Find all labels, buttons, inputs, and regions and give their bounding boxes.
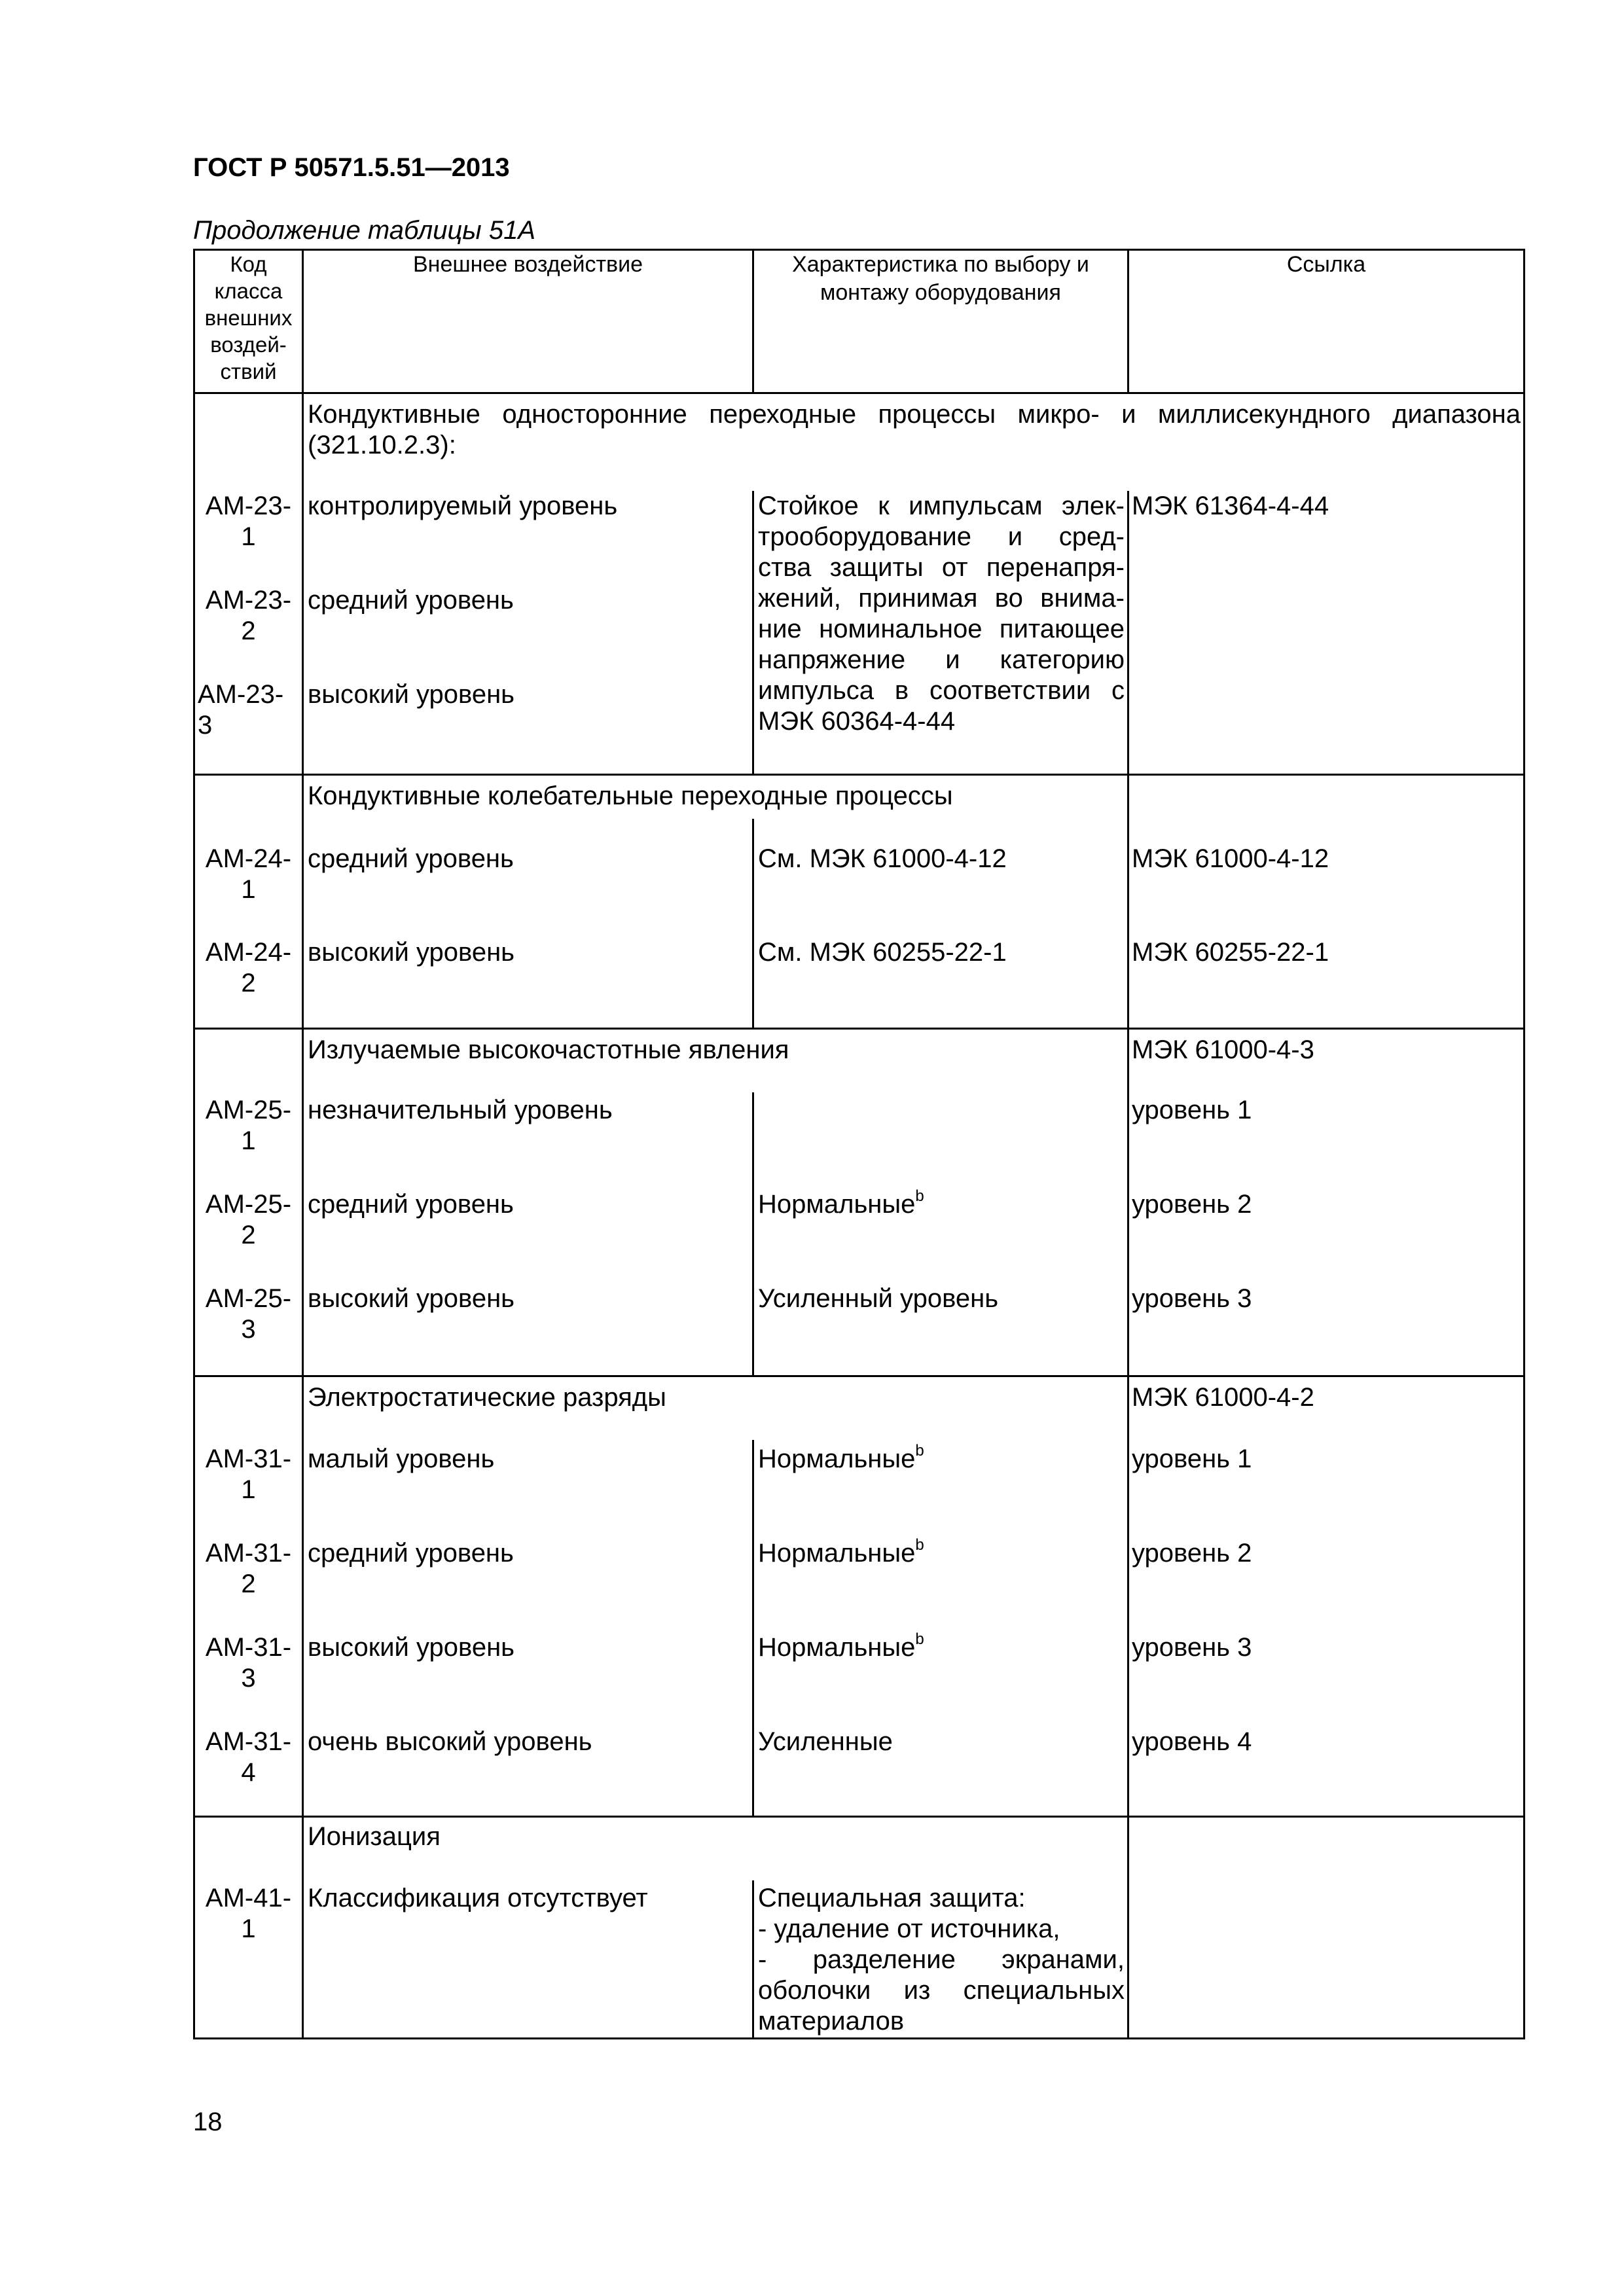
influence-level: средний уровень xyxy=(308,1190,514,1219)
table-51a xyxy=(193,249,1525,2039)
reference-level: уровень 2 xyxy=(1132,1539,1252,1568)
class-code: АМ-31- 3 xyxy=(205,1633,292,1693)
group-am31 xyxy=(194,1376,1525,1817)
class-code: АМ-23- 2 xyxy=(205,586,292,645)
header-code-line: внешних xyxy=(204,306,293,330)
characteristic-text: Усиленные xyxy=(758,1727,893,1756)
class-code: АМ-31- 1 xyxy=(205,1444,292,1504)
page-number: 18 xyxy=(193,2108,223,2136)
group-am41-cell xyxy=(194,1817,1525,2039)
document-code: ГОСТ Р 50571.5.51—2013 xyxy=(193,153,510,182)
reference-text: МЭК 61000-4-12 xyxy=(1132,844,1329,873)
class-code: АМ-31- 4 xyxy=(205,1727,292,1787)
group-title: Ионизация xyxy=(308,1822,441,1851)
influence-level: высокий уровень xyxy=(308,680,515,709)
table-caption: Продолжение таблицы 51А xyxy=(193,216,536,245)
influence-level: незначительный уровень xyxy=(308,1096,613,1124)
reference-level: уровень 1 xyxy=(1132,1096,1252,1124)
header-code-line: ствий xyxy=(220,359,277,384)
header-reference-cell: Ссылка xyxy=(1128,250,1525,393)
characteristic-text: См. МЭК 60255-22-1 xyxy=(758,938,1007,967)
influence-level: высокий уровень xyxy=(308,1633,515,1662)
group-am41 xyxy=(194,1817,1525,2039)
group-am24 xyxy=(194,775,1525,1029)
group-title: Электростатические разряды xyxy=(308,1383,666,1412)
group-am25 xyxy=(194,1029,1525,1376)
reference-level: уровень 2 xyxy=(1132,1190,1252,1219)
class-code: АМ-25- 2 xyxy=(205,1190,292,1249)
characteristic-text: Специальная защита: - удаление от источника, - разделение экранами, оболочки из специальных материалов xyxy=(758,1884,1125,2036)
influence-level: контролируемый уровень xyxy=(308,492,618,520)
header-characteristic-cell xyxy=(753,250,1128,393)
influence-level: средний уровень xyxy=(308,586,514,615)
influence-level: Классификация отсутствует xyxy=(308,1884,648,1912)
class-code: АМ-41- 1 xyxy=(205,1884,292,1943)
header-characteristic-line: монтажу оборудования xyxy=(820,280,1061,305)
influence-level: малый уровень xyxy=(308,1444,495,1473)
reference-level: уровень 1 xyxy=(1132,1444,1252,1473)
characteristic-text: Нормальные$^b$ xyxy=(758,1536,924,1568)
group-title: Кондуктивные односторонние переходные процессы микро- и миллисекундного диапазона xyxy=(308,400,1521,429)
characteristic-text: Нормальные$^b$ xyxy=(758,1630,924,1662)
group-am31-cell xyxy=(194,1376,1525,1817)
characteristic-text: См. МЭК 61000-4-12 xyxy=(758,844,1007,873)
reference-level: уровень 3 xyxy=(1132,1633,1252,1662)
class-code: АМ-25- 3 xyxy=(205,1284,292,1344)
header-code-line: класса xyxy=(214,279,283,303)
influence-level: средний уровень xyxy=(308,844,514,873)
group-title: Излучаемые высокочастотные явления xyxy=(308,1035,789,1064)
influence-level: высокий уровень xyxy=(308,938,515,967)
group-am24-cell xyxy=(194,775,1525,1029)
characteristic-text: Нормальные$^b$ xyxy=(758,1442,924,1473)
group-title-continued: (321.10.2.3): xyxy=(308,431,456,459)
header-code-line: Код xyxy=(230,252,267,276)
reference-text: МЭК 61000-4-2 xyxy=(1132,1383,1314,1412)
characteristic-text: Нормальные$^b$ xyxy=(758,1187,924,1219)
class-code: АМ-23- 1 xyxy=(205,492,292,551)
influence-level: средний уровень xyxy=(308,1539,514,1568)
header-code-line: воздей- xyxy=(210,332,287,357)
influence-level: высокий уровень xyxy=(308,1284,515,1313)
reference-level: уровень 3 xyxy=(1132,1284,1252,1313)
characteristic-text: Усиленный уровень xyxy=(758,1284,999,1313)
group-am23 xyxy=(194,393,1525,775)
influence-level: очень высокий уровень xyxy=(308,1727,592,1756)
class-code: АМ-24- 2 xyxy=(205,938,292,997)
reference-text: МЭК 60255-22-1 xyxy=(1132,938,1329,967)
group-am25-cell xyxy=(194,1029,1525,1376)
class-code: АМ-24- 1 xyxy=(205,844,292,904)
reference-text: МЭК 61000-4-3 xyxy=(1132,1035,1314,1064)
class-code: АМ-25- 1 xyxy=(205,1096,292,1155)
header-characteristic-line: Характеристика по выбору и xyxy=(792,252,1089,277)
group-am23-cell xyxy=(194,393,1525,775)
table-header-row xyxy=(194,250,1525,393)
header-code-cell xyxy=(194,250,303,393)
reference-text: МЭК 61364-4-44 xyxy=(1132,492,1329,520)
characteristic-text: Стойкое к импульсам элек- трооборудование и сред- ства защиты от перенапря- жений, принимая во внима- ние номинальное питающее напряжение и категорию импульса в соответствии с МЭК 60364-4-44 xyxy=(758,492,1125,736)
class-code: АМ-31- 2 xyxy=(205,1539,292,1598)
group-title: Кондуктивные колебательные переходные процессы xyxy=(308,781,953,810)
reference-level: уровень 4 xyxy=(1132,1727,1252,1756)
class-code: АМ-23- 3 xyxy=(198,680,284,740)
header-influence-cell: Внешнее воздействие xyxy=(303,250,753,393)
